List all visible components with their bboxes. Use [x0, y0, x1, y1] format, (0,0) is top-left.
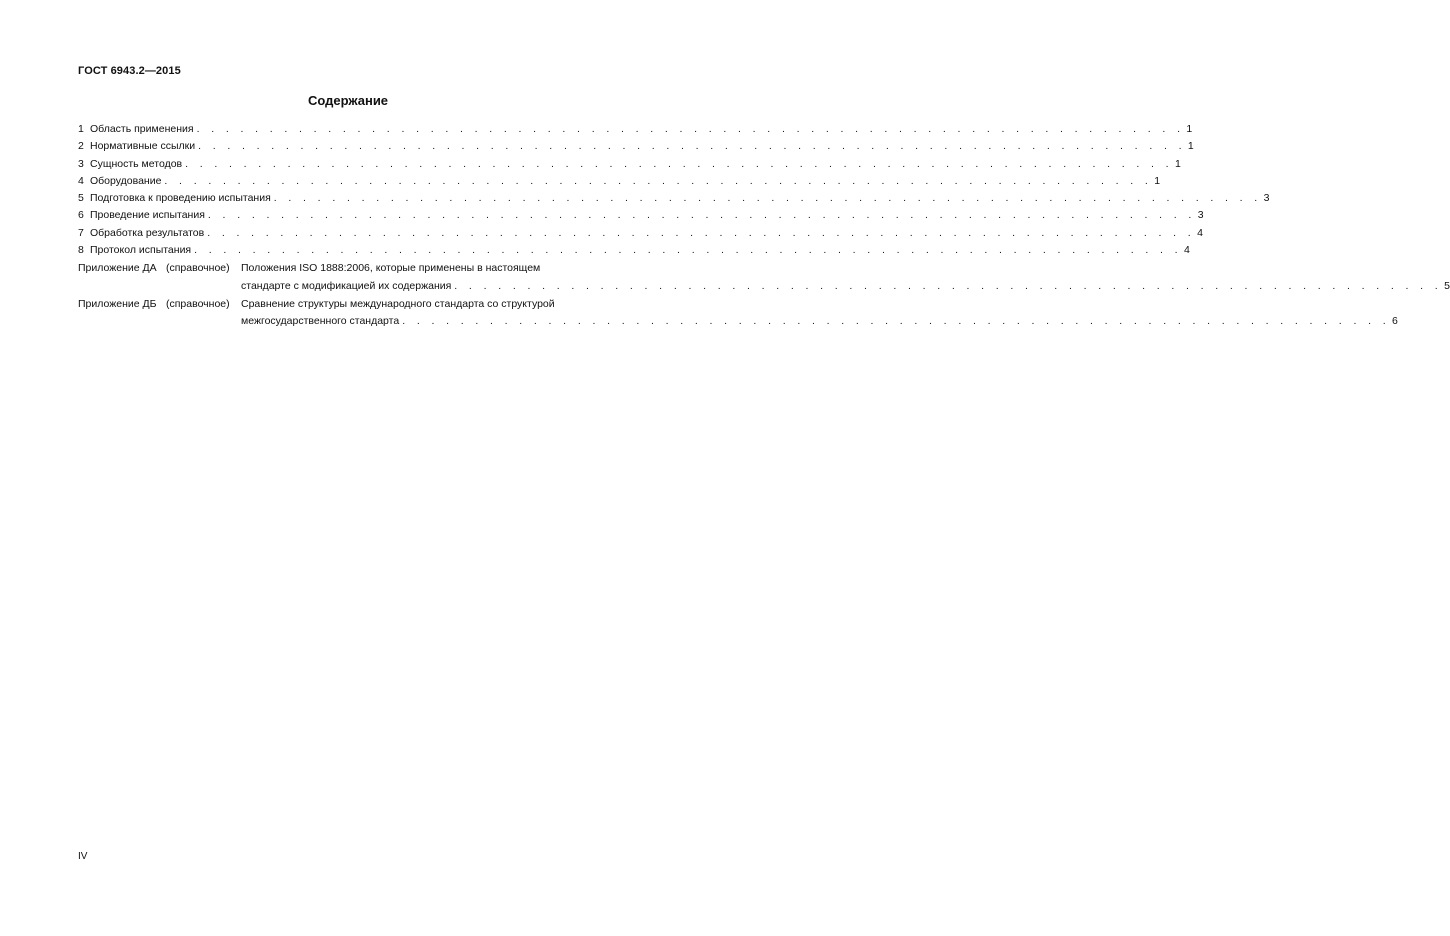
- page-number: IV: [78, 851, 88, 862]
- toc-entry-label: Обработка результатов: [90, 226, 205, 239]
- toc-entry-6[interactable]: [78, 207, 1204, 224]
- toc-entry-4[interactable]: [78, 173, 1161, 190]
- toc-entry-page: 3: [1197, 209, 1204, 222]
- appendix-title-line2: межгосударственного стандарта: [241, 315, 400, 328]
- toc-entry-8[interactable]: [78, 242, 1190, 259]
- toc-entry-number: 4: [78, 174, 84, 187]
- toc-leader-dots: . . . . . . . . . . . . . . . . . . . . . . . . . . . . . . . . . . . . . . . . . . . . . . . . . . . . . . . . . . . . . . . . . . . .: [402, 315, 1391, 328]
- toc-entry-page: 4: [1183, 244, 1190, 257]
- toc-entry-page: 1: [1154, 174, 1161, 187]
- toc-entry-number: 1: [78, 123, 84, 135]
- toc-entry-page: 6: [1392, 315, 1398, 328]
- toc-entry-2[interactable]: [78, 138, 1194, 155]
- toc-entry-number: 2: [78, 140, 84, 153]
- toc-entry-number: 5: [78, 192, 84, 205]
- toc-entry-page: 4: [1197, 226, 1203, 239]
- toc-entry-label: Область применения: [90, 123, 194, 135]
- appendix-title-line1: Положения ISO 1888:2006, которые применены в настоящем: [241, 262, 541, 275]
- appendix-prefix: Приложение ДБ: [78, 297, 157, 310]
- toc-leader-dots: . . . . . . . . . . . . . . . . . . . . . . . . . . . . . . . . . . . . . . . . . . . . . . . . . . . . . . . . . . . . . . . . . . . .: [207, 226, 1196, 239]
- appendix-kind: (справочное): [166, 262, 230, 275]
- toc-appendix-da[interactable]: [78, 260, 1450, 295]
- toc-entry-number: 3: [78, 157, 84, 170]
- toc-entry-page: 3: [1263, 192, 1270, 205]
- toc-entry-7[interactable]: [78, 225, 1203, 242]
- table-of-contents: [78, 121, 1450, 331]
- toc-entry-number: 7: [78, 226, 84, 239]
- toc-entry-number: 8: [78, 244, 84, 257]
- toc-entry-page: 1: [1174, 157, 1181, 170]
- appendix-prefix: Приложение ДА: [78, 262, 157, 275]
- toc-entry-3[interactable]: [78, 156, 1181, 173]
- toc-entry-label: Подготовка к проведению испытания: [90, 192, 271, 205]
- toc-entry-label: Сущность методов: [90, 157, 183, 170]
- appendix-title-line2: стандарте с модификацией их содержания: [241, 279, 452, 292]
- toc-leader-dots: . . . . . . . . . . . . . . . . . . . . . . . . . . . . . . . . . . . . . . . . . . . . . . . . . . . . . . . . . . . . . . . . . . . .: [164, 174, 1153, 187]
- toc-leader-dots: . . . . . . . . . . . . . . . . . . . . . . . . . . . . . . . . . . . . . . . . . . . . . . . . . . . . . . . . . . . . . . . . . . . .: [273, 192, 1262, 205]
- toc-leader-dots: . . . . . . . . . . . . . . . . . . . . . . . . . . . . . . . . . . . . . . . . . . . . . . . . . . . . . . . . . . . . . . . . . . . .: [207, 209, 1196, 222]
- toc-entry-label: Оборудование: [90, 174, 162, 187]
- toc-leader-dots: . . . . . . . . . . . . . . . . . . . . . . . . . . . . . . . . . . . . . . . . . . . . . . . . . . . . . . . . . . . . . . . . . . . .: [194, 244, 1182, 257]
- toc-leader-dots: . . . . . . . . . . . . . . . . . . . . . . . . . . . . . . . . . . . . . . . . . . . . . . . . . . . . . . . . . . . . . . . . . . . .: [454, 279, 1443, 292]
- toc-entry-page: 5: [1444, 279, 1450, 292]
- toc-entry-label: Проведение испытания: [90, 209, 205, 222]
- toc-appendix-db[interactable]: [78, 296, 1398, 331]
- toc-entry-number: 6: [78, 209, 84, 222]
- toc-entry-page: 1: [1187, 140, 1194, 153]
- document-id: ГОСТ 6943.2—2015: [78, 65, 181, 77]
- toc-leader-dots: . . . . . . . . . . . . . . . . . . . . . . . . . . . . . . . . . . . . . . . . . . . . . . . . . . . . . . . . . . . . . . . . . . . .: [196, 123, 1185, 135]
- toc-entry-page: 1: [1186, 123, 1193, 135]
- toc-entry-1[interactable]: [78, 121, 1193, 138]
- toc-title: Содержание: [307, 93, 389, 108]
- toc-leader-dots: . . . . . . . . . . . . . . . . . . . . . . . . . . . . . . . . . . . . . . . . . . . . . . . . . . . . . . . . . . . . . . . . . . . .: [185, 157, 1173, 170]
- toc-entry-label: Протокол испытания: [90, 244, 192, 257]
- appendix-kind: (справочное): [166, 297, 230, 310]
- toc-entry-label: Нормативные ссылки: [90, 140, 196, 153]
- toc-leader-dots: . . . . . . . . . . . . . . . . . . . . . . . . . . . . . . . . . . . . . . . . . . . . . . . . . . . . . . . . . . . . . . . . . . . .: [198, 140, 1186, 153]
- appendix-title-line1: Сравнение структуры международного стандарта со структурой: [241, 297, 555, 310]
- toc-entry-5[interactable]: [78, 190, 1270, 207]
